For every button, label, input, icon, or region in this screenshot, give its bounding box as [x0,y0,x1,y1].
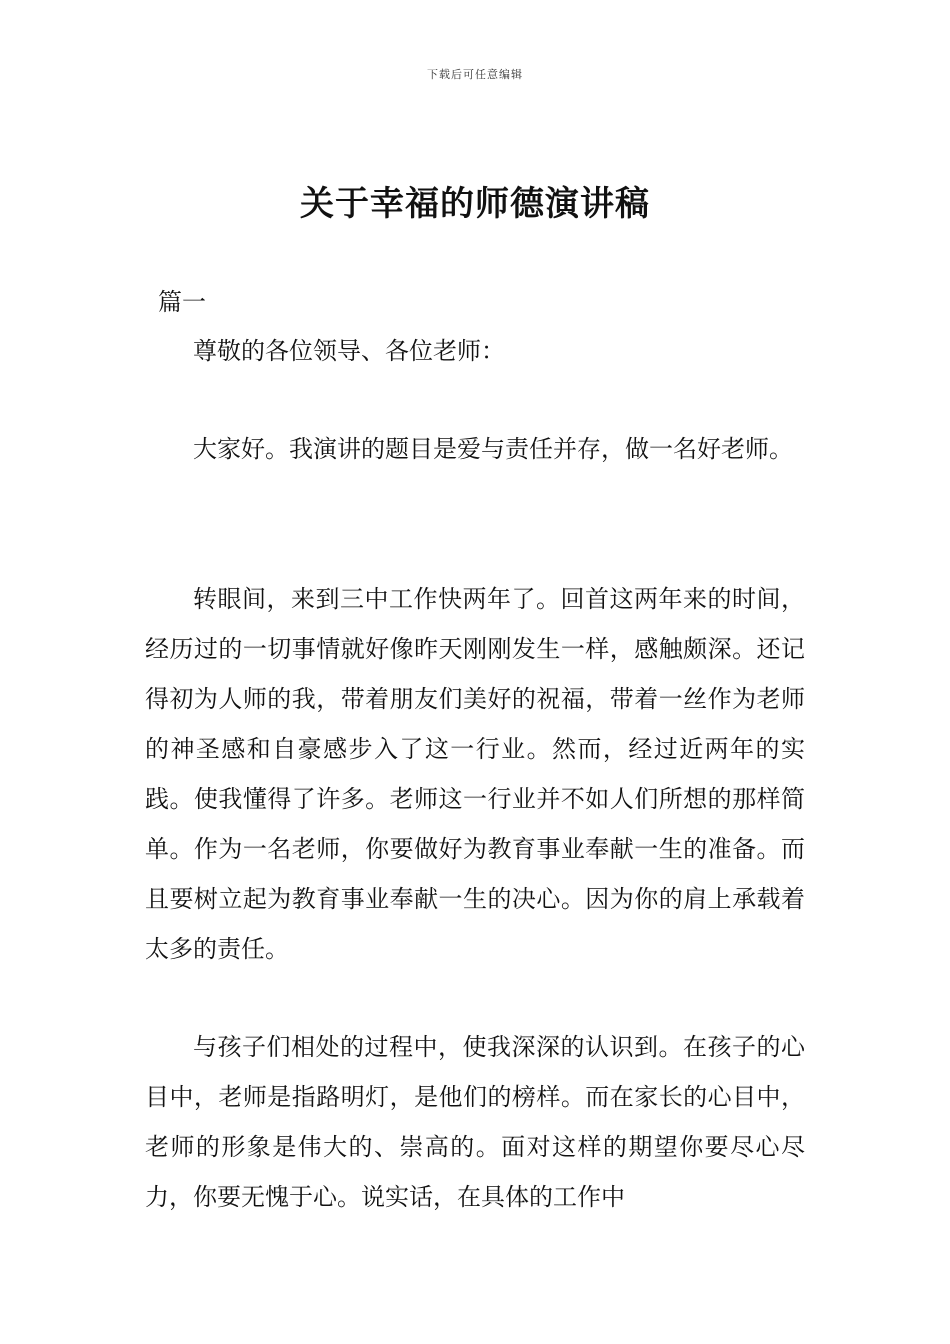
greeting-paragraph: 尊敬的各位领导、各位老师： [193,337,505,365]
body-paragraph: 转眼间，来到三中工作快两年了。回首这两年来的时间，经历过的一切事情就好像昨天刚刚发生一样，感触颇深。还记得初为人师的我，带着朋友们美好的祝福，带着一丝作为老师的神圣感和自豪感步入了这一行业。然而，经过近两年的实践。使我懂得了许多。老师这一行业并不如人们所想的那样简单。作为一名老师，你要做好为教育事业奉献一生的准备。而且要树立起为教育事业奉献一生的决心。因为你的肩上承载着太多的责任。 [145,585,805,963]
paragraph-block-3 [145,1022,805,1222]
paragraph-block-2 [145,574,805,974]
page-header-note: 下载后可任意编辑 [427,68,523,81]
section-heading: 篇一 [158,288,206,316]
greeting-block [145,326,805,376]
paragraph-block-1 [145,424,805,474]
body-paragraph: 大家好。我演讲的题目是爱与责任并存，做一名好老师。 [193,435,793,463]
document-title: 关于幸福的师德演讲稿 [300,184,650,224]
body-paragraph: 与孩子们相处的过程中，使我深深的认识到。在孩子的心目中，老师是指路明灯，是他们的榜样。而在家长的心目中，老师的形象是伟大的、崇高的。面对这样的期望你要尽心尽力，你要无愧于心。说实话，在具体的工作中 [145,1033,805,1211]
